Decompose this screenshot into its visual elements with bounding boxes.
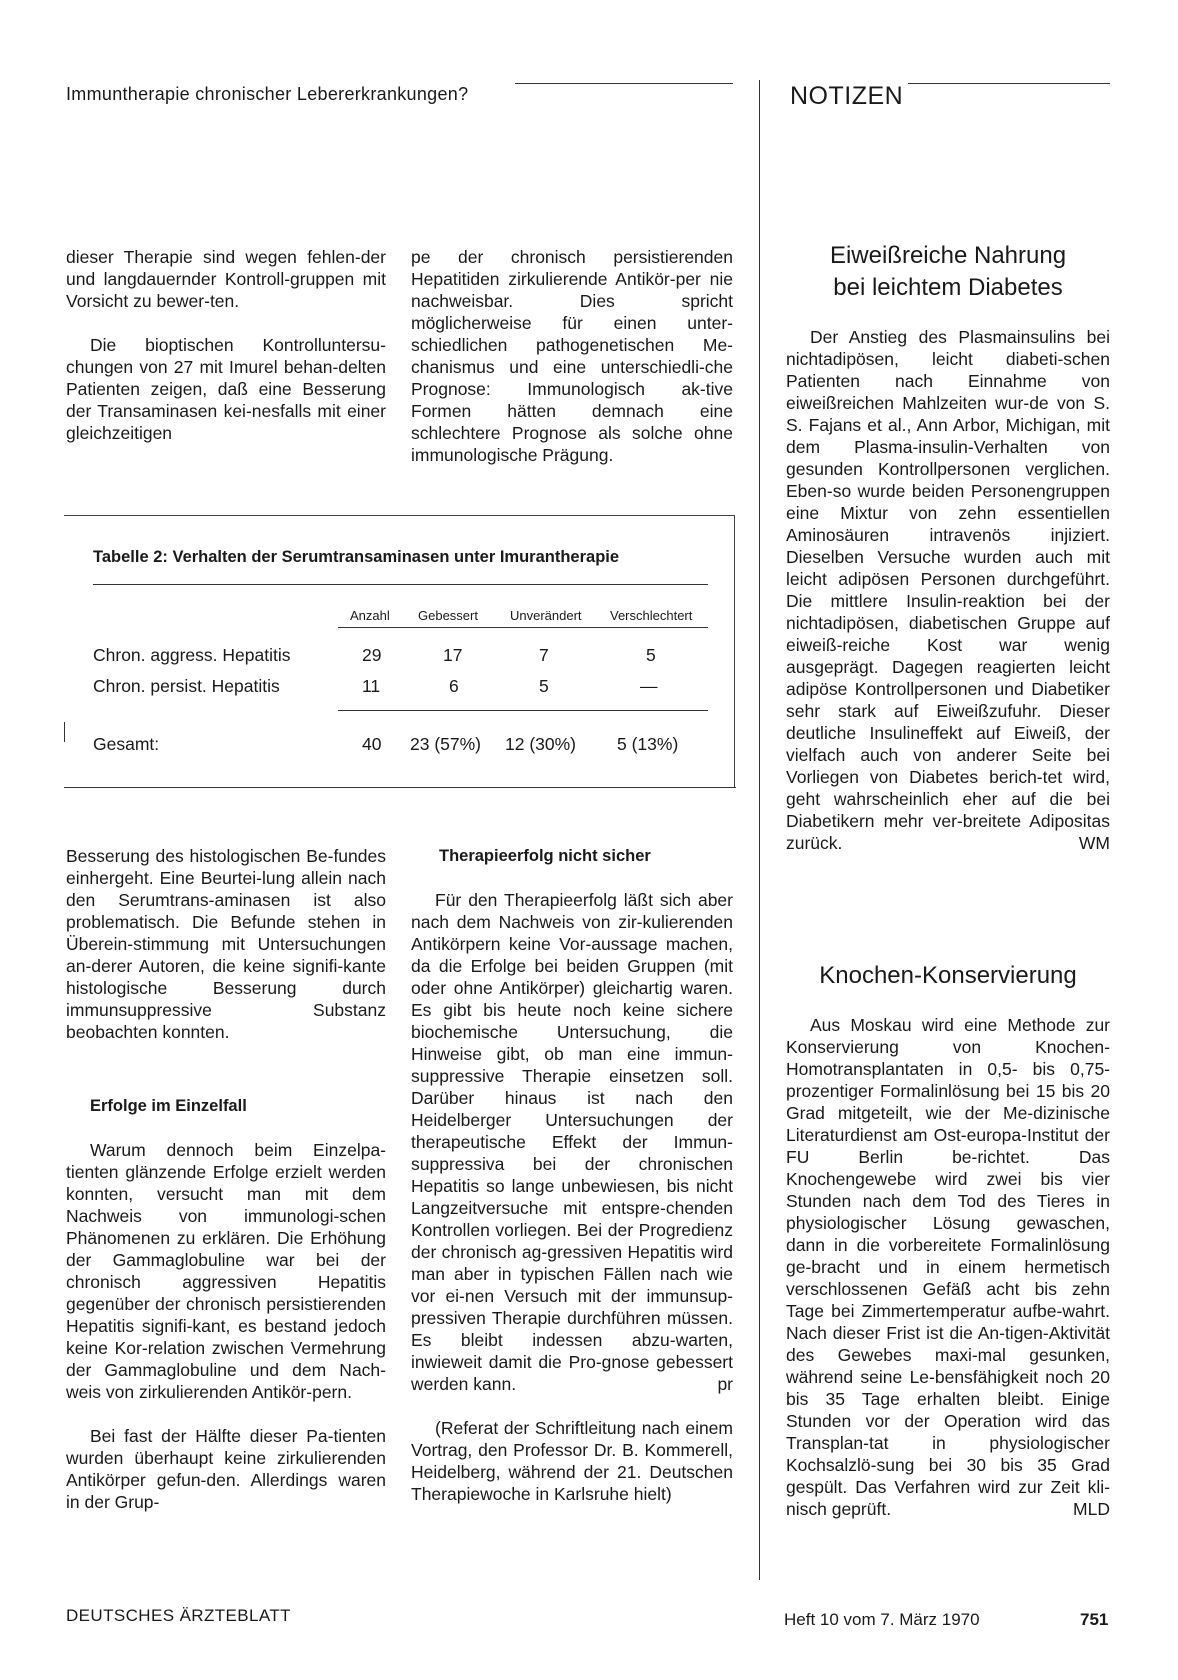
header-rule-left: [515, 83, 733, 84]
table-cell: 7: [539, 645, 549, 665]
paragraph: Die bioptischen Kontrolluntersu-chungen von 27 mit Imurel behan-delten Patienten zeigen, daß eine Besserung der Transaminasen kei-nesfalls mit einer gleichzeitigen: [66, 335, 386, 443]
table-tick: [64, 722, 65, 742]
table-row-label: Chron. persist. Hepatitis: [93, 676, 280, 696]
table-cell: 23 (57%): [410, 734, 482, 754]
issue-info: Heft 10 vom 7. März 1970: [784, 1610, 980, 1629]
table-header-unveraendert: Unverändert: [510, 608, 582, 623]
table-cell: 11: [362, 676, 381, 696]
section-title: NOTIZEN: [790, 82, 904, 110]
paragraph: Bei fast der Hälfte dieser Pa-tienten wurden überhaupt keine zirkulierenden Antikörper gefun-den. Allerdings waren in der Grup-: [66, 1426, 386, 1512]
notiz-knochen: [786, 960, 1110, 1520]
table-header-anzahl: Anzahl: [350, 608, 390, 623]
col2-top-text: [411, 246, 733, 466]
article-title: Eiweißreiche Nahrung: [829, 242, 1067, 269]
author-sig: WM: [1078, 833, 1110, 853]
paragraph: Besserung des histologischen Be-fundes einhergeht. Eine Beurtei-lung allein nach den Serumtrans-aminasen ist also problematisch. Die Befunde stehen in Überein-stimmung mit Untersuchungen an-derer Autoren, die keine signifi-kante histologische Besserung durch immunsuppressive Substanz beobachten konnten.: [66, 846, 386, 1042]
col1-bottom-text: [66, 845, 386, 1513]
paragraph: [411, 889, 733, 1395]
paragraph: pe der chronisch persistierenden Hepatitiden zirkulierende Antikör-per nie nachweisbar. Dies spricht möglicherweise für einen unter-schiedlichen pathogenetischen Me-chanismus und eine unterschiedli-che Prognose: Immunologisch ak-tive Formen hätten demnach eine schlechtere Prognose als solche ohne immunologische Prägung.: [411, 247, 733, 465]
paragraph-text: Der Anstieg des Plasmainsulins bei nichtadipösen, leicht diabeti-schen Patienten nach Einnahme von eiweißreichen Mahlzeiten wur-de von S. S. Fajans et al., Ann Arbor, Michigan, mit dem Plasma-insulin-Verhalten von gesunden Kontrollpersonen verglichen. Eben-so wurde beiden Personengruppen eine Mixtur von zehn essentiellen Aminosäuren intravenös injiziert. Dieselben Versuche wurden auch mit leicht adipösen Personen durchgeführt. Die mittlere Insulin-reaktion bei der nichtadipösen, diabetischen Gruppe auf eiweiß-reiche Kost war wenig ausgeprägt. Dagegen reagierten leicht adipöse Kontrollpersonen und Diabetiker sehr stark auf Eiweißzufuhr. Dieser deutliche Insulineffekt auf Eiweiß, der vielfach auch von anderer Seite bei Vorliegen von Diabetes berich-tet wird, geht wahrscheinlich eher auf die bei Diabetikern mehr ver-breitete Adipositas zurück.: [786, 327, 1110, 853]
table-cell: 40: [362, 734, 382, 754]
table-cell: 5 (13%): [617, 734, 679, 754]
paragraph: [786, 326, 1110, 854]
article-title: Knochen-Konservierung: [819, 962, 1077, 989]
table-total-label: Gesamt:: [93, 734, 160, 754]
page-number: 751: [1080, 1610, 1109, 1629]
table-cell: 12 (30%): [505, 734, 577, 754]
author-sig: pr: [717, 1374, 733, 1394]
subhead: Erfolge im Einzelfall: [90, 1097, 247, 1115]
col2-bottom-text: [411, 845, 733, 1505]
table-title: Tabelle 2: Verhalten der Serumtransaminasen unter Imurantherapie: [93, 548, 620, 566]
table-cell: 5: [539, 676, 549, 696]
table-cell: 6: [449, 676, 459, 696]
paragraph-text: Für den Therapieerfolg läßt sich aber nach dem Nachweis von zir-kulierenden Antikörpern keine Vor-aussage machen, da die Erfolge bei beiden Gruppen (mit oder ohne Antikörper) gleichartig waren. Es gibt bis heute noch keine sichere biochemische Untersuchung, die Hinweise gibt, ob man eine immun-suppressive Therapie einsetzen soll. Darüber hinaus ist nach den Heidelberger Untersuchungen der therapeutische Effekt der Immun-suppressiva bei der chronischen Hepatitis so lange unbewiesen, bis nicht Langzeitversuche mit entspre-chenden Kontrollen vorliegen. Bei der Progredienz der chronisch ag-gressiven Hepatitis wird man aber in typischen Fällen nach wie vor ei-nen Versuch mit der immunsup-pressiven Therapie durchführen müssen. Es bleibt indessen abzu-warten, inwieweit damit die Pro-gnose gebessert werden kann.: [411, 890, 733, 1394]
notiz-eiweiss: [786, 240, 1110, 854]
running-head: Immuntherapie chronischer Lebererkrankungen?: [66, 84, 469, 104]
paragraph: [786, 1014, 1110, 1520]
journal-name: DEUTSCHES ÄRZTEBLATT: [66, 1606, 291, 1625]
table-header-verschlechtert: Verschlechtert: [610, 608, 693, 623]
column-divider: [759, 80, 760, 1580]
table-cell: —: [640, 676, 658, 696]
paragraph: (Referat der Schriftleitung nach einem Vortrag, den Professor Dr. B. Kommerell, Heidelberg, während der 21. Deutschen Therapiewoche in Karlsruhe hielt): [411, 1418, 733, 1504]
subhead: Therapieerfolg nicht sicher: [439, 847, 651, 865]
table-cell: 29: [362, 645, 382, 665]
table-rule-header: [338, 627, 708, 628]
col1-top-text: [66, 246, 386, 444]
table-rule-bottom: [64, 787, 736, 788]
table-rule-total: [338, 710, 708, 711]
table-rule-top: [93, 584, 708, 585]
paragraph-text: Aus Moskau wird eine Methode zur Konservierung von Knochen-Homotransplantaten in 0,5- bis 0,75-prozentiger Formalinlösung bei 15 bis 20 Grad mitgeteilt, wie der Me-dizinische Literaturdienst am Ost-europa-Institut der FU Berlin be-richtet. Das Knochengewebe wird zwei bis vier Stunden nach dem Tod des Tieres in physiologischer Lösung gewaschen, dann in die vorbereitete Formalinlösung ge-bracht und in einem hermetisch verschlossenen Gefäß acht bis zehn Tage bei Zimmertemperatur aufbe-wahrt. Nach dieser Frist ist die An-tigen-Aktivität des Gewebes maxi-mal gesunken, während seine Le-bensfähigkeit noch 20 bis 35 Tage erhalten bleibt. Einige Stunden vor der Operation wird das Transplan-tat in physiologischer Kochsalzlö-sung bei 30 bis 35 Grad gespült. Das Verfahren wird zur Zeit kli-nisch geprüft.: [786, 1015, 1110, 1519]
table-row-label: Chron. aggress. Hepatitis: [93, 645, 291, 665]
table-header-gebessert: Gebessert: [418, 608, 478, 623]
article-title: bei leichtem Diabetes: [833, 274, 1063, 301]
author-sig: MLD: [1073, 1499, 1110, 1519]
table-cell: 17: [443, 645, 463, 665]
paragraph: Warum dennoch beim Einzelpa-tienten glänzende Erfolge erzielt werden konnten, versucht man mit dem Nachweis von immunologi-schen Phänomenen zu erklären. Die Erhöhung der Gammaglobuline war bei der chronisch aggressiven Hepatitis gegenüber der chronisch persistierenden Hepatitis signifi-kant, es bestand jedoch keine Kor-relation zwischen Vermehrung der Gammaglobuline und dem Nach-weis von zirkulierenden Antikör-pern.: [66, 1140, 386, 1402]
table-cell: 5: [646, 645, 656, 665]
header-rule-right: [908, 83, 1110, 84]
paragraph: dieser Therapie sind wegen fehlen-der und langdauernder Kontroll-gruppen mit Vorsicht zu bewer-ten.: [66, 247, 386, 311]
